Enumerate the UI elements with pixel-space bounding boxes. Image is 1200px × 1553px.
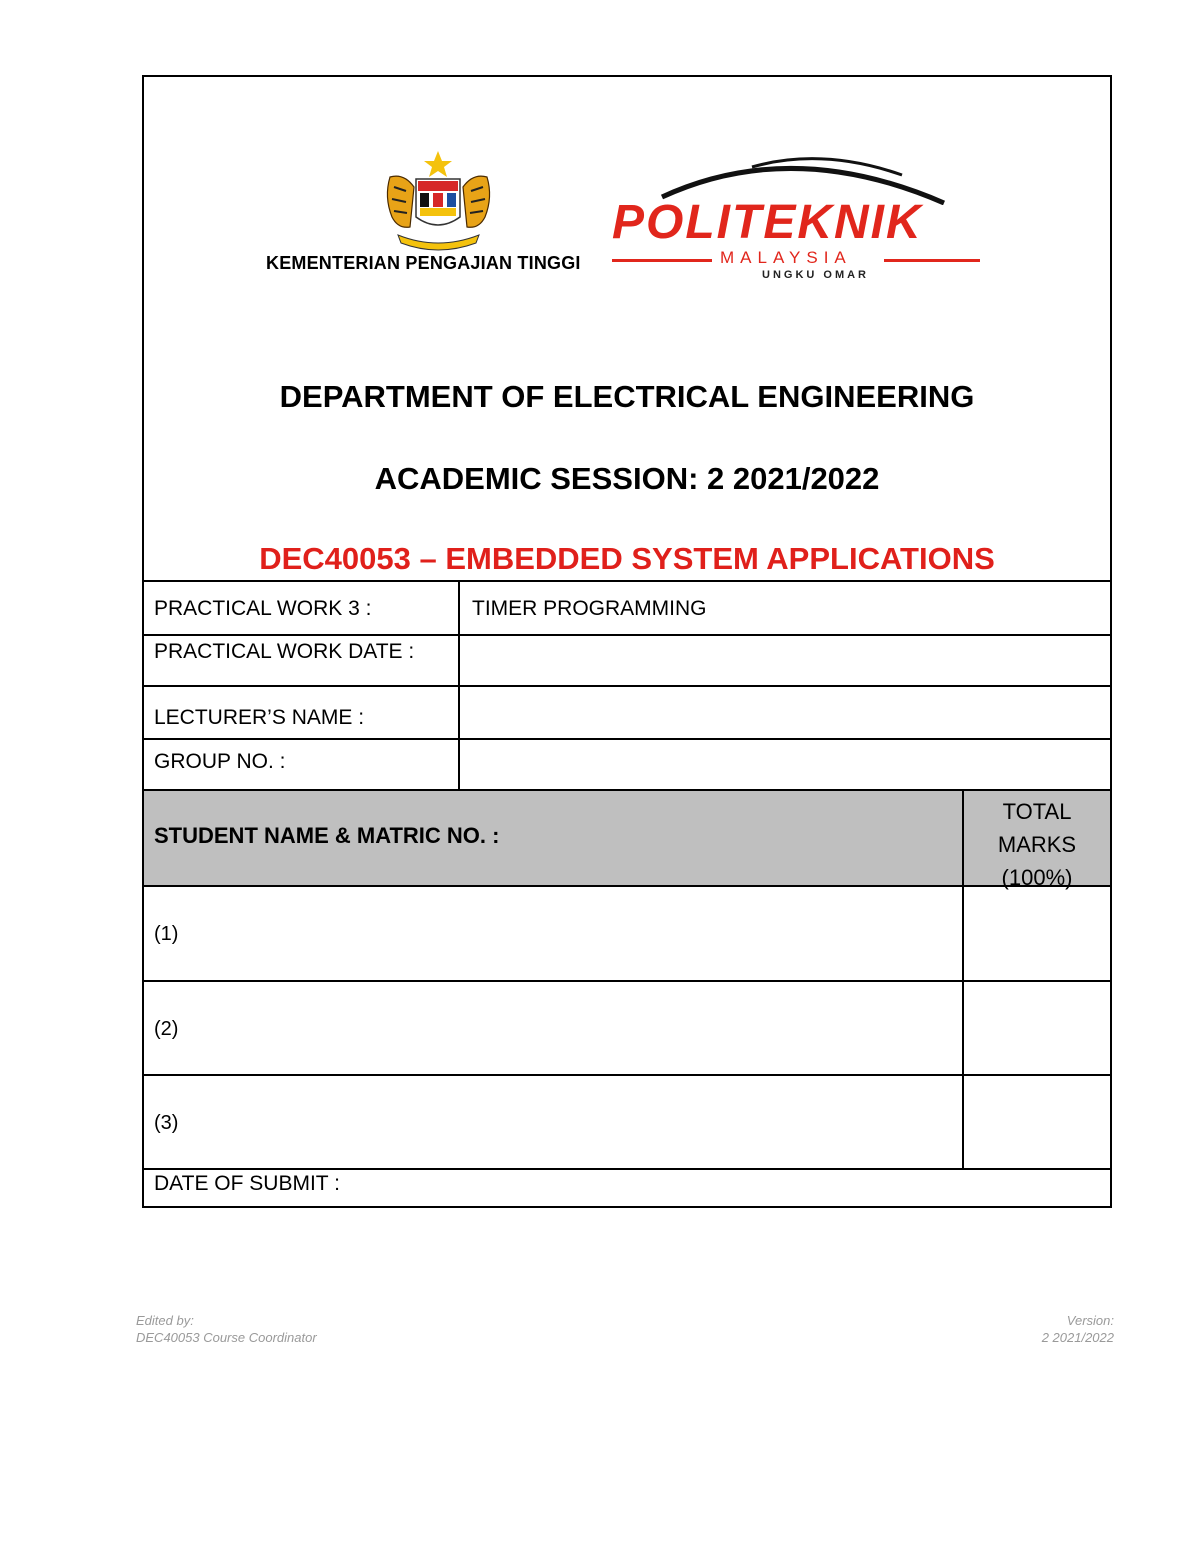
lecturer-name-label: LECTURER’S NAME : bbox=[154, 706, 365, 729]
course-title: DEC40053 – EMBEDDED SYSTEM APPLICATIONS bbox=[259, 541, 995, 576]
marks-header-line: (100%) bbox=[1001, 865, 1073, 890]
politeknik-wordmark: POLITEKNIK bbox=[612, 196, 923, 249]
malaysia-crest-logo bbox=[376, 147, 501, 257]
department-title: DEPARTMENT OF ELECTRICAL ENGINEERING bbox=[279, 379, 975, 414]
politeknik-logo bbox=[612, 145, 984, 285]
info-row-lecturer bbox=[144, 685, 1110, 739]
version-value: 2 2021/2022 bbox=[1041, 1330, 1114, 1345]
version-label: Version: bbox=[1066, 1313, 1114, 1328]
student-row-2[interactable] bbox=[144, 982, 1110, 1076]
student-number: (1) bbox=[154, 923, 179, 945]
info-row-date bbox=[144, 634, 1110, 686]
group-no-field[interactable] bbox=[462, 740, 1110, 791]
footer-version bbox=[1042, 1312, 1114, 1346]
logo-rule-right bbox=[884, 259, 980, 262]
student-table-header bbox=[144, 789, 1110, 890]
practical-work-title: TIMER PROGRAMMING bbox=[472, 597, 707, 620]
student-row-1[interactable] bbox=[144, 887, 1110, 982]
student-number: (2) bbox=[154, 1018, 179, 1040]
student-name-header: STUDENT NAME & MATRIC NO. : bbox=[154, 823, 500, 848]
edited-by-label: Edited by: bbox=[136, 1313, 194, 1328]
logo-rule-left bbox=[612, 259, 712, 262]
practical-work-date-field[interactable] bbox=[462, 636, 1110, 686]
column-divider bbox=[962, 887, 964, 980]
practical-work-label: PRACTICAL WORK 3 : bbox=[154, 597, 372, 620]
politeknik-country: MALAYSIA bbox=[720, 248, 852, 267]
student-row-3[interactable] bbox=[144, 1076, 1110, 1170]
academic-session: ACADEMIC SESSION: 2 2021/2022 bbox=[374, 461, 880, 496]
column-divider bbox=[962, 1076, 964, 1168]
politeknik-campus: UNGKU OMAR bbox=[762, 269, 869, 281]
practical-work-date-label: PRACTICAL WORK DATE : bbox=[154, 640, 415, 663]
footer-edited-by bbox=[136, 1312, 317, 1346]
cover-frame bbox=[142, 75, 1112, 1208]
marks-header-line: MARKS bbox=[997, 832, 1077, 857]
student-number: (3) bbox=[154, 1112, 179, 1134]
column-divider bbox=[962, 982, 964, 1074]
marks-header-line: TOTAL bbox=[1002, 799, 1072, 824]
info-row-group bbox=[144, 738, 1110, 791]
group-no-label: GROUP NO. : bbox=[154, 750, 286, 773]
date-of-submit-label: DATE OF SUBMIT : bbox=[154, 1172, 340, 1195]
total-marks-header bbox=[964, 795, 1110, 894]
ministry-name: KEMENTERIAN PENGAJIAN TINGGI bbox=[266, 253, 581, 273]
edited-by-value: DEC40053 Course Coordinator bbox=[136, 1330, 317, 1345]
info-row-practical-work bbox=[144, 580, 1110, 636]
lecturer-name-field[interactable] bbox=[462, 687, 1110, 739]
